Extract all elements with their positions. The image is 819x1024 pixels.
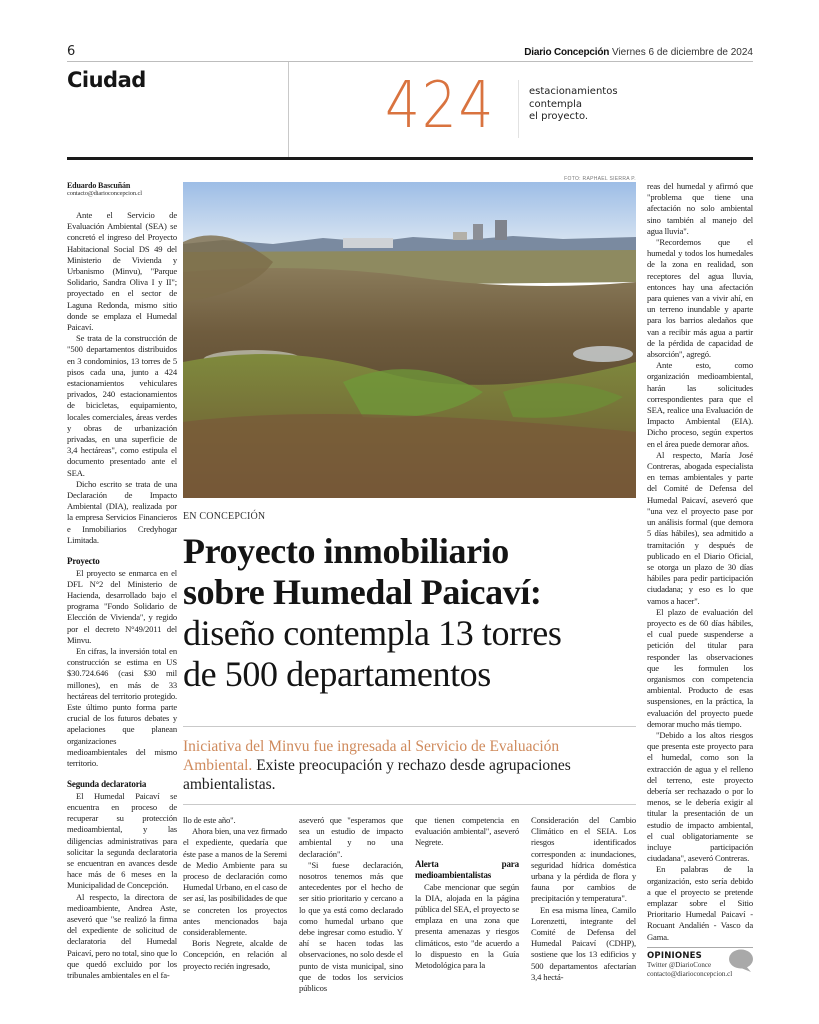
paragraph: En palabras de la organización, esto sería debido a que el proyecto se pretende emplazar sobre el Sitio Prioritario Humedal Paicaví - Rocuant Andalién - Vasco da Gama.	[647, 864, 753, 942]
paragraph: Se trata de la construcción de "500 departamentos distribuidos en 3 condominios, 13 torres de 5 pisos cada una, junto a 424 estacionamientos vehiculares privados, 240 estacionamientos de bicicletas, equipamiento, locales comerciales, áreas verdes y obras de urbanización privadas, en una superficie de 3,4 hectáreas", como estipula el documento presentado ante el SEA.	[67, 333, 177, 478]
section-header	[67, 61, 753, 159]
article-column-left	[67, 181, 177, 981]
stat-caption-line: el proyecto.	[529, 111, 589, 122]
paragraph: que tienen competencia en evaluación ambiental", aseveró Negrete.	[415, 815, 519, 848]
article-deck	[183, 737, 628, 794]
header-rule	[67, 157, 753, 160]
paragraph: El proyecto se enmarca en el DFL N°2 del Ministerio de Hacienda, desarrollado bajo el programa "Fondo Solidario de Elección de Vivienda", y regido por el decreto N°49/2011 del Minvu.	[67, 567, 177, 645]
paragraph: En esa misma línea, Camilo Lorenzetti, integrante del Comité de Defensa del Humedal Paicaví (CDHP), sostiene que los 13 edificios y 500 departamentos afectarían 3,4 hectá-	[531, 904, 636, 982]
byline-author: Eduardo Bascuñán	[67, 181, 131, 190]
paragraph: El plazo de evaluación del proyecto es de 60 días hábiles, el cual puede suspenderse a petición del titular para responder las observaciones que les formulen los organismos con competencia ambiental. Producto de esas suspensiones, en la práctica, la evaluación del proyecto puede demorar mucho más tiempo.	[647, 606, 753, 729]
opinions-title: OPINIONES	[647, 951, 702, 961]
paragraph: Al respecto, la directora de medioambiente, Andrea Aste, aseveró que "se realizó la firma del expediente de solicitud de declaratoria del Humedal Paicaví, pero no total, sino que lo que quedó excluido por los tribunales ambientales en el fa-	[67, 891, 177, 980]
stat-divider	[518, 80, 519, 138]
paragraph: "Recordemos que el humedal y todos los humedales de la zona en realidad, son receptores del agua lluvia, entonces hay una afectación para quienes van a vivir ahí, en un terreno inundable y aparte para los barrios aledaños que van a recibir más agua a partir de la pérdida de capacidad de absorción", agregó.	[647, 237, 753, 360]
byline-email[interactable]: contacto@diarioconcepcion.cl	[67, 190, 142, 197]
paragraph: Consideración del Cambio Climático en el SEIA. Los riesgos identificados corresponden a: inundaciones, seguridad hídrica doméstica urbana y la pérdida de flora y fauna por cambios de precipitación y temperatura".	[531, 815, 636, 904]
article-headline	[183, 531, 643, 695]
paragraph: Al respecto, María José Contreras, abogada especialista en temas ambientales y parte del Comité de Defensa del Humedal Paicaví, aseveró que "una vez el proyecto pase por un análisis formal (que demora 5 días hábiles), sea admitido a tramitación y después de publicado en el Diario Oficial, se otorga un plazo de 30 días hábiles para pedir participación ciudadana; y eso es lo que vamos a hacer".	[647, 449, 753, 606]
article-column-bottom-2	[299, 815, 403, 994]
stat-number: 424	[385, 69, 496, 143]
headline-line: diseño contempla 13 torres	[183, 613, 562, 653]
deck-rule-top	[183, 726, 636, 727]
subheading: Proyecto	[67, 556, 100, 567]
paragraph: reas del humedal y afirmó que "problema que tiene una afectación no solo ambiental sino también al manejo del agua lluvia".	[647, 181, 753, 236]
subheading: Alerta para medioambientalistas	[415, 858, 519, 881]
opinions-box	[647, 947, 753, 978]
paragraph: Boris Negrete, alcalde de Concepción, en relación al proyecto recién ingresado,	[183, 938, 287, 971]
wetland-photo-image	[183, 182, 636, 498]
deck-rule-bottom	[183, 804, 636, 805]
masthead	[524, 47, 753, 58]
headline-line: de 500 departamentos	[183, 654, 491, 694]
paragraph: Dicho escrito se trata de una Declaración de Impacto Ambiental (DIA), realizada por la empresa Servicios Financieros e Inmobiliarios Credyhogar Limitada.	[67, 478, 177, 545]
page-number: 6	[67, 44, 76, 59]
section-title: Ciudad	[67, 68, 146, 92]
headline-line: sobre Humedal Paicaví:	[183, 572, 542, 612]
paragraph: Ante esto, como organización medioambiental, harán las solicitudes correspondientes para que el SEA, realice una Evaluación de Impacto Ambiental (EIA). Dicho proceso, según expertos en el área puede demorar años.	[647, 360, 753, 449]
article-kicker: EN CONCEPCIÓN	[183, 511, 266, 522]
paragraph: Ante el Servicio de Evaluación Ambiental (SEA) se concretó el ingreso del Proyecto Habitacional Social DS 49 del Ministerio de Vivienda y Urbanismo (Minvu), "Parque Solidario, Sandra Oliva I y II"; proyectado en el sector de Laguna Redonda, mismo sitio donde se emplaza el Humedal Paicaví.	[67, 210, 177, 333]
article-column-bottom-3	[415, 815, 519, 971]
paragraph: aseveró que "esperamos que sea un estudio de impacto ambiental y no una declaración".	[299, 815, 403, 859]
paragraph: llo de este año".	[183, 815, 236, 825]
publication-name: Diario Concepción	[524, 47, 610, 58]
article-column-bottom-4	[531, 815, 636, 983]
wetland-photo	[183, 182, 636, 498]
issue-date: Viernes 6 de diciembre de 2024	[611, 47, 753, 58]
paragraph: "Debido a los altos riesgos que presenta este proyecto para el humedal, como son la extracción de agua y el relleno del terreno, este proyecto debería ser rechazado o por lo menos, se le debería exigir al titular la presentación de un estudio de impacto ambiental, el cual obligatoriamente se incluye participación ciudadana", aseveró Contreras.	[647, 729, 753, 864]
paragraph: "Si fuese declaración, nosotros tenemos más que antecedentes por el hecho de ser sitio prioritario y cercano a lo que ya está como declarado como humedal urbano que debe ingresar como estudio. Y ahí se hacen todas las observaciones, no solo desde el punto de vista municipal, sino que de todos los servicios públicos	[299, 859, 403, 994]
subheading: Segunda declaratoria	[67, 779, 147, 790]
opinions-twitter[interactable]: Twitter @DiarioConce	[647, 961, 712, 969]
speech-bubble-icon	[728, 949, 754, 973]
opinions-email[interactable]: contacto@diarioconcepcion.cl	[647, 969, 733, 978]
header-divider	[288, 62, 289, 158]
paragraph: Ahora bien, una vez firmado el expediente, quedaría que éste pase a manos de la Seremi de Medio Ambiente para su proceso de declaración como Humedal Urbano, en el caso de ser así, las posibilidades de que se concreten los proyectos antes mencionados baja considerablemente.	[183, 826, 287, 938]
paragraph: En cifras, la inversión total en construcción se estima en US $30.724.646 (casi $30 mil millones), en más de 33 hectáreas del territorio protegido. Este último punto forma parte crucial de los futuros debates y apelaciones que planean organizaciones medioambientales del mismo territorio.	[67, 646, 177, 769]
deck-text: Existe preocupación y rechazo desde agrupaciones ambientalistas.	[183, 757, 571, 793]
paragraph: Cabe mencionar que según la DIA, alojada en la página pública del SEA, el proyecto se emplaza en una zona que presenta amenazas y riesgos climáticos, esto "de acuerdo a lo dispuesto en la Guía Metodológica para la	[415, 881, 519, 971]
article-column-bottom-1	[183, 815, 287, 972]
stat-caption	[529, 86, 618, 124]
stat-caption-line: contempla	[529, 98, 583, 110]
article-column-right	[647, 181, 753, 943]
headline-line: Proyecto inmobiliario	[183, 531, 509, 571]
photo-credit: FOTO: RAPHAEL SIERRA P.	[564, 176, 636, 182]
paragraph: El Humedal Paicaví se encuentra en proceso de recuperar su protección medioambiental, y las diligencias administrativas para solicitar la segunda declaratoria se encuentran en avances desde hace más de 6 meses en la Municipalidad de Concepción.	[67, 790, 177, 891]
deck-accent: Iniciativa del Minvu fue ingresada al Servicio de Evaluación Ambiental.	[183, 738, 560, 774]
stat-caption-line: estacionamientos	[529, 86, 618, 97]
